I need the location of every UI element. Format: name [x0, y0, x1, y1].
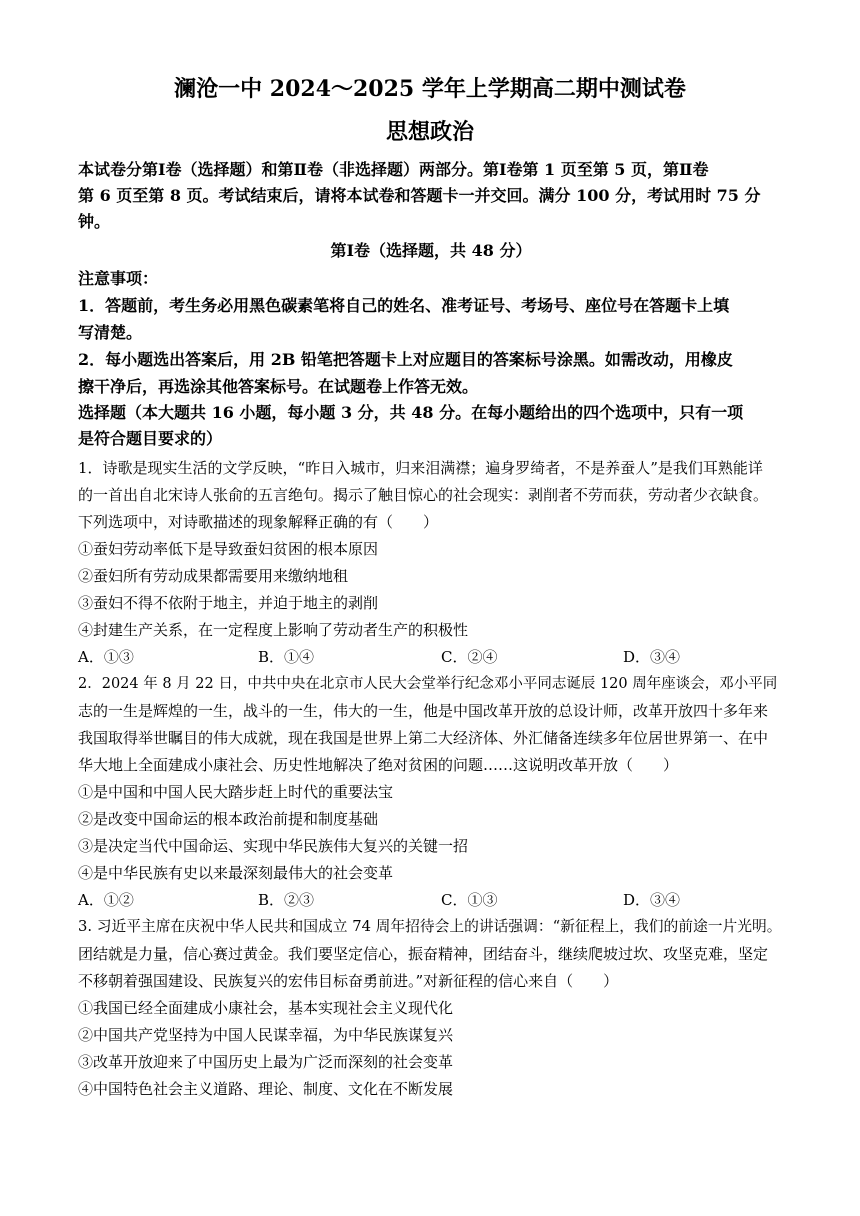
intro-line: 本试卷分第Ⅰ卷（选择题）和第Ⅱ卷（非选择题）两部分。第Ⅰ卷第 1 页至第 5 页，第Ⅱ卷 — [78, 160, 709, 179]
choice-heading: 是符合题目要求的） — [78, 429, 223, 448]
choice-heading: 选择题（本大题共 16 小题，每小题 3 分，共 48 分。在每小题给出的四个选项中，只有一项 — [78, 403, 744, 422]
question-1-stem: 的一首出自北宋诗人张俞的五言绝句。揭示了触目惊心的社会现实：剥削者不劳而获，劳动者少衣缺食。 — [78, 486, 769, 504]
question-3-item: ④中国特色社会主义道路、理论、制度、文化在不断发展 — [78, 1080, 454, 1098]
question-2-stem: 志的一生是辉煌的一生，战斗的一生，伟大的一生，他是中国改革开放的总设计师，改革开放四十多年来 — [78, 702, 769, 720]
question-2-option-d: D．③④ — [623, 891, 681, 909]
question-3-item: ①我国已经全面建成小康社会，基本实现社会主义现代化 — [78, 999, 454, 1017]
question-3-stem: 3. 习近平主席在庆祝中华人民共和国成立 74 周年招待会上的讲话强调：“新征程上，我们的前途一片光明。 — [78, 918, 782, 935]
question-2-stem: 2．2024 年 8 月 22 日，中共中央在北京市人民大会堂举行纪念邓小平同志诞辰 120 周年座谈会，邓小平同 — [78, 676, 778, 692]
section-title: 第Ⅰ卷（选择题，共 48 分） — [330, 241, 532, 260]
question-1-item: ②蚕妇所有劳动成果都需要用来缴纳地租 — [78, 567, 349, 585]
question-2-stem: 我国取得举世瞩目的伟大成就，现在我国是世界上第二大经济体、外汇储备连续多年位居世界第一、在中 — [78, 729, 769, 747]
question-1-option-c: C．②④ — [441, 648, 498, 666]
question-1-option-a: A．①③ — [78, 648, 134, 666]
question-1-stem: 下列选项中，对诗歌描述的现象解释正确的有（ ） — [78, 513, 439, 531]
question-3-stem: 团结就是力量，信心赛过黄金。我们要坚定信心，振奋精神，团结奋斗，继续爬坡过坎、攻坚克难，坚定 — [78, 945, 769, 963]
question-1-stem: 1．诗歌是现实生活的文学反映，“昨日入城市，归来泪满襟；遍身罗绮者，不是养蚕人”是我们耳熟能详 — [78, 459, 763, 477]
notice-line: 1．答题前，考生务必用黑色碳素笔将自己的姓名、准考证号、考场号、座位号在答题卡上填 — [78, 296, 730, 315]
question-2-stem: 华大地上全面建成小康社会、历史性地解决了绝对贫困的问题……这说明改革开放（ ） — [78, 756, 679, 774]
notice-heading: 注意事项： — [78, 269, 159, 288]
question-2-item: ②是改变中国命运的根本政治前提和制度基础 — [78, 810, 379, 828]
notice-line: 擦干净后，再选涂其他答案标号。在试题卷上作答无效。 — [78, 377, 479, 396]
question-2-item: ④是中华民族有史以来最深刻最伟大的社会变革 — [78, 864, 394, 882]
notice-line: 写清楚。 — [78, 323, 143, 342]
exam-title: 澜沧一中 2024～2025 学年上学期高二期中测试卷 — [174, 76, 686, 102]
question-2-option-a: A．①② — [78, 891, 134, 909]
intro-line: 钟。 — [78, 212, 111, 231]
question-3-item: ②中国共产党坚持为中国人民谋幸福，为中华民族谋复兴 — [78, 1026, 454, 1044]
question-3-item: ③改革开放迎来了中国历史上最为广泛而深刻的社会变革 — [78, 1053, 454, 1071]
exam-subject: 思想政治 — [385, 119, 474, 145]
question-1-option-b: B．①④ — [258, 648, 315, 666]
question-2-item: ③是决定当代中国命运、实现中华民族伟大复兴的关键一招 — [78, 837, 469, 855]
notice-line: 2．每小题选出答案后，用 2B 铅笔把答题卡上对应题目的答案标号涂黑。如需改动，用橡皮 — [78, 350, 733, 369]
question-2-option-c: C．①③ — [441, 891, 498, 909]
question-2-option-b: B．②③ — [258, 891, 315, 909]
question-2-item: ①是中国和中国人民大踏步赶上时代的重要法宝 — [78, 783, 394, 801]
question-1-item: ③蚕妇不得不依附于地主，并迫于地主的剥削 — [78, 594, 379, 612]
intro-line: 第 6 页至第 8 页。考试结束后，请将本试卷和答题卡一并交回。满分 100 分，考试用时 75 分 — [78, 186, 761, 205]
question-1-item: ①蚕妇劳动率低下是导致蚕妇贫困的根本原因 — [78, 540, 379, 558]
question-3-stem: 不移朝着强国建设、民族复兴的宏伟目标奋勇前进。”对新征程的信心来自（ ） — [78, 972, 619, 990]
question-1-option-d: D．③④ — [623, 648, 681, 666]
question-1-item: ④封建生产关系，在一定程度上影响了劳动者生产的积极性 — [78, 621, 469, 639]
